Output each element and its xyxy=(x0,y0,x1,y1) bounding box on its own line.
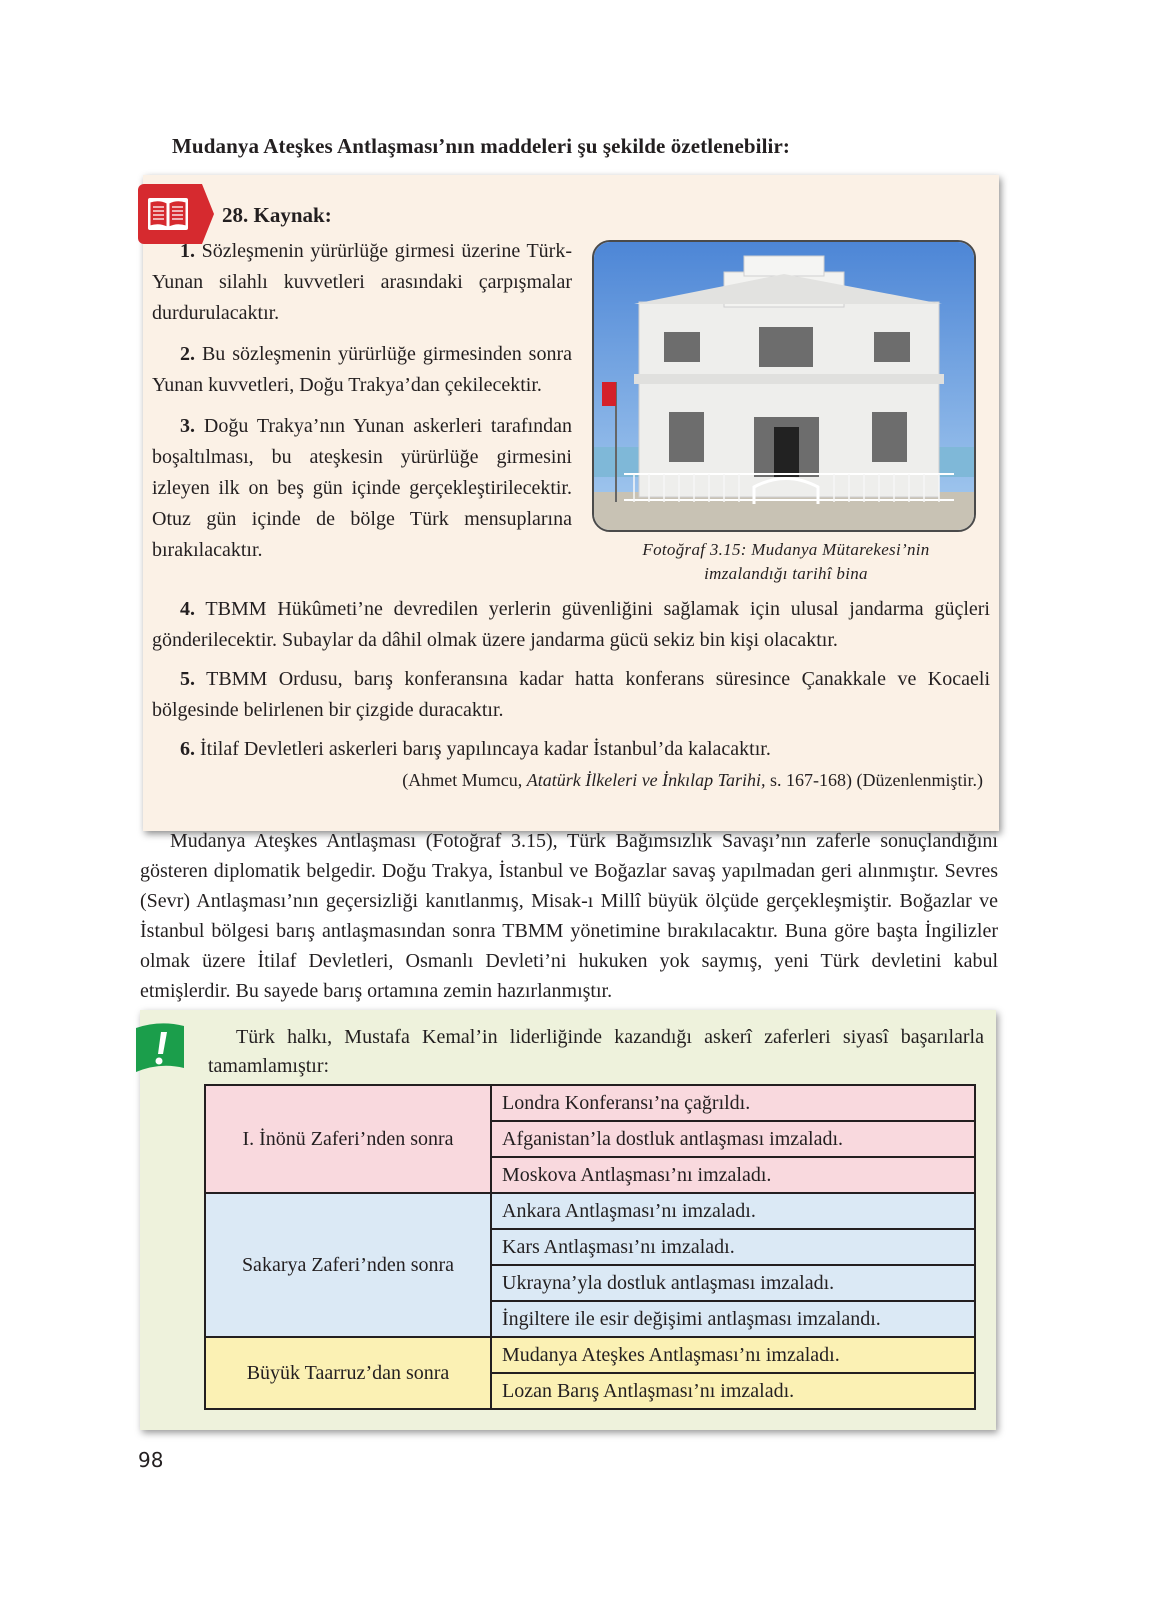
event-cell: Lozan Barış Antlaşması’nı imzaladı. xyxy=(491,1373,975,1409)
source-item: 5. TBMM Ordusu, barış konferansına kadar hatta konferans süresince Çanakkale ve Kocaeli bölgesinde belirlenen bir çizgide duracaktır. xyxy=(152,668,990,721)
event-cell: Mudanya Ateşkes Antlaşması’nı imzaladı. xyxy=(491,1337,975,1373)
group-label: I. İnönü Zaferi’nden sonra xyxy=(205,1085,491,1193)
info-text: Türk halkı, Mustafa Kemal’in liderliğinde kazandığı askerî zaferleri siyasî başarılarla tamamlamıştır: xyxy=(208,1026,984,1077)
events-table xyxy=(204,1084,976,1410)
event-cell: Moskova Antlaşması’nı imzaladı. xyxy=(491,1157,975,1193)
group-label: Büyük Taarruz’dan sonra xyxy=(205,1337,491,1409)
source-item: 4. TBMM Hükûmeti’ne devredilen yerlerin güvenliğini sağlamak için ulusal jandarma güçleri gönderilecektir. Subaylar da dâhil olmak üzere jandarma gücü sekiz bin kişi olacaktır. xyxy=(152,598,990,651)
source-items-top xyxy=(152,236,572,576)
source-title: 28. Kaynak: xyxy=(222,203,332,227)
event-cell: Kars Antlaşması’nı imzaladı. xyxy=(491,1229,975,1265)
group-label: Sakarya Zaferi’nden sonra xyxy=(205,1193,491,1337)
event-cell: İngiltere ile esir değişimi antlaşması imzalandı. xyxy=(491,1301,975,1337)
table-row xyxy=(205,1085,975,1121)
source-citation: (Ahmet Mumcu, Atatürk İlkeleri ve İnkılap Tarihi, s. 167-168) (Düzenlenmiştir.) xyxy=(402,770,983,790)
source-item: 3. Doğu Trakya’nın Yunan askerleri tarafından boşaltılması, bu ateşkesin yürürlüğe girmesini izleyen ilk on beş gün içinde gerçekleştirilecektir. Otuz gün içinde de bölge Türk mensuplarına bırakılacaktır. xyxy=(152,415,572,561)
source-items-bottom xyxy=(152,594,990,773)
event-cell: Afganistan’la dostluk antlaşması imzaladı. xyxy=(491,1121,975,1157)
photo-caption: Fotoğraf 3.15: Mudanya Mütarekesi’nin imzalandığı tarihî bina xyxy=(642,540,930,583)
page-number: 98 xyxy=(138,1448,164,1472)
event-cell: Ukrayna’yla dostluk antlaşması imzaladı. xyxy=(491,1265,975,1301)
event-cell: Londra Konferansı’na çağrıldı. xyxy=(491,1085,975,1121)
book-icon xyxy=(138,184,202,244)
event-cell: Ankara Antlaşması’nı imzaladı. xyxy=(491,1193,975,1229)
table-row xyxy=(205,1337,975,1373)
source-item: 1. Sözleşmenin yürürlüğe girmesi üzerine Türk-Yunan silahlı kuvvetleri arasındaki çarpışmalar durdurulacaktır. xyxy=(152,240,572,324)
mudanya-building-photo xyxy=(592,240,976,532)
source-item: 6. İtilaf Devletleri askerleri barış yapılıncaya kadar İstanbul’da kalacaktır. xyxy=(180,738,771,760)
exclamation-icon xyxy=(134,1020,186,1076)
source-item: 2. Bu sözleşmenin yürürlüğe girmesinden sonra Yunan kuvvetleri, Doğu Trakya’dan çekilecektir. xyxy=(152,343,572,396)
table-row xyxy=(205,1193,975,1229)
intro-heading: Mudanya Ateşkes Antlaşması’nın maddeleri şu şekilde özetlenebilir: xyxy=(172,134,790,158)
body-paragraph: Mudanya Ateşkes Antlaşması (Fotoğraf 3.15), Türk Bağımsızlık Savaşı’nın zaferle sonuçlandığını gösteren diplomatik belgedir. Doğu Trakya, İstanbul ve Boğazlar savaş yapılmadan geri alınmıştır. Sevres (Sevr) Antlaşması’nın geçersizliği kanıtlanmış, Misak-ı Millî büyük ölçüde gerçekleşmiştir. Boğazlar ve İstanbul bölgesi barış antlaşmasından sonra TBMM yönetimine bırakılacaktır. Buna göre başta İngilizler olmak üzere İtilaf Devletleri, Osmanlı Devleti’ni hukuken yok saymış, yeni Türk devletini kabul etmişlerdir. Bu sayede barış ortamına zemin hazırlanmıştır. xyxy=(140,830,998,1002)
